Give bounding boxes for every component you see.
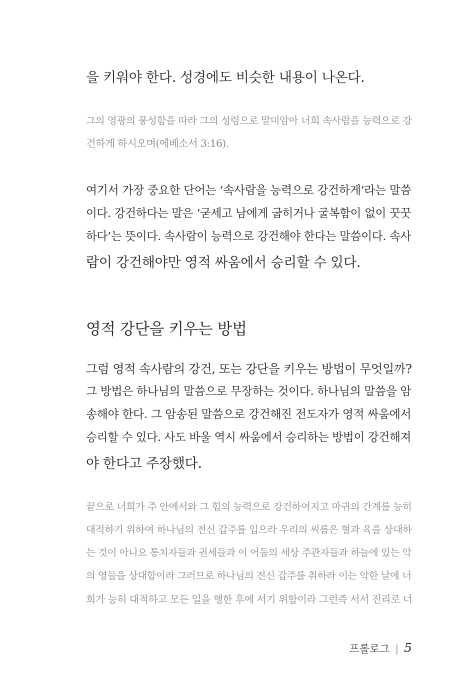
footer-separator: |	[395, 643, 399, 655]
quote-line: 그의 영광의 풍성함을 따라 그의 성령으로 말미암아 너희 속사람을 능력으로 강	[86, 116, 412, 127]
paragraph-line: 그 방법은 하나님의 말씀으로 무장하는 것이다. 하나님의 말씀을 암	[86, 384, 412, 398]
paragraph-line: 야 한다고 주장했다.	[86, 456, 202, 472]
paragraph-line: 하다’는 뜻이다. 속사람이 능력으로 강건해야 한다는 말씀이다. 속사	[86, 229, 411, 243]
quote-line: 는 것이 아니요 통치자들과 권세들과 이 어둠의 세상 주관자들과 하늘에 있는 악	[86, 548, 412, 559]
paragraph-line: 송해야 한다. 그 암송된 말씀으로 강건해진 전도자가 영적 싸움에서	[86, 407, 412, 421]
paragraph-line: 이다. 강건하다는 말은 ‘굳세고 남에게 굽히거나 굴복함이 없이 꿋꿋	[86, 206, 411, 220]
quote-line: 대적하기 위하여 하나님의 전신 갑주를 입으라 우리의 씨름은 혈과 육을 상대하	[86, 525, 412, 536]
quote-line: 의 영들을 상대함이라 그러므로 하나님의 전신 갑주를 취하라 이는 악한 날에 너	[86, 571, 412, 582]
paragraph-line: 그럼 영적 속사람의 강건, 또는 강단을 키우는 방법이 무엇일까?	[86, 362, 412, 376]
quote-line: 건하게 하시오며(에베소서 3:16).	[86, 139, 229, 150]
quote-line: 끝으로 너희가 주 안에서와 그 힘의 능력으로 강건하여지고 마귀의 간계를 능히	[86, 502, 412, 513]
paragraph-line: 여기서 가장 중요한 단어는 ‘속사람을 능력으로 강건하게’라는 말씀	[86, 183, 412, 197]
intro-line: 을 키워야 한다. 성경에도 비슷한 내용이 나온다.	[86, 70, 365, 86]
paragraph-line: 승리할 수 있다. 사도 바울 역시 싸움에서 승리하는 방법이 강건해져	[86, 430, 411, 444]
running-header-label: 프롤로그	[349, 643, 390, 655]
page-number: 5	[404, 640, 412, 655]
quote-line: 희가 능히 대적하고 모든 일을 행한 후에 서기 위함이라 그런즉 서서 진리로 너	[86, 595, 413, 606]
section-heading: 영적 강단을 키우는 방법	[86, 320, 247, 338]
paragraph-line: 람이 강건해야만 영적 싸움에서 승리할 수 있다.	[86, 255, 361, 271]
page-footer	[349, 640, 412, 656]
